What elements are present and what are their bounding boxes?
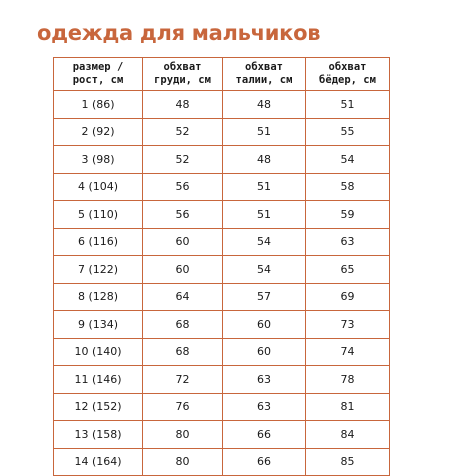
table-row xyxy=(54,256,390,284)
table-row xyxy=(54,311,390,339)
waist-cell: 60 xyxy=(223,311,306,339)
table-row xyxy=(54,448,390,476)
size-cell: 12 (152) xyxy=(54,393,143,421)
table-row xyxy=(54,338,390,366)
chest-cell: 68 xyxy=(143,311,223,339)
table-row xyxy=(54,201,390,229)
size-cell: 2 (92) xyxy=(54,118,143,146)
table-row xyxy=(54,283,390,311)
hips-cell: 65 xyxy=(306,256,390,284)
size-cell: 8 (128) xyxy=(54,283,143,311)
column-header-size-height: размер / рост, см xyxy=(54,58,143,91)
size-cell: 4 (104) xyxy=(54,173,143,201)
table-row xyxy=(54,173,390,201)
hips-cell: 58 xyxy=(306,173,390,201)
size-cell: 9 (134) xyxy=(54,311,143,339)
waist-cell: 54 xyxy=(223,228,306,256)
table-row xyxy=(54,393,390,421)
chest-cell: 60 xyxy=(143,256,223,284)
waist-cell: 60 xyxy=(223,338,306,366)
hips-cell: 74 xyxy=(306,338,390,366)
header-row xyxy=(54,58,390,91)
table-row xyxy=(54,91,390,119)
hips-cell: 69 xyxy=(306,283,390,311)
waist-cell: 63 xyxy=(223,366,306,394)
chest-cell: 60 xyxy=(143,228,223,256)
table-row xyxy=(54,118,390,146)
hips-cell: 78 xyxy=(306,366,390,394)
hips-cell: 81 xyxy=(306,393,390,421)
size-cell: 10 (140) xyxy=(54,338,143,366)
size-cell: 7 (122) xyxy=(54,256,143,284)
waist-cell: 63 xyxy=(223,393,306,421)
table-row xyxy=(54,366,390,394)
chest-cell: 48 xyxy=(143,91,223,119)
size-cell: 6 (116) xyxy=(54,228,143,256)
table-row xyxy=(54,146,390,174)
chest-cell: 76 xyxy=(143,393,223,421)
size-cell: 11 (146) xyxy=(54,366,143,394)
waist-cell: 48 xyxy=(223,146,306,174)
chest-cell: 52 xyxy=(143,118,223,146)
column-header-chest: обхват груди, см xyxy=(143,58,223,91)
size-cell: 13 (158) xyxy=(54,421,143,449)
chest-cell: 80 xyxy=(143,448,223,476)
size-cell: 5 (110) xyxy=(54,201,143,229)
table-row xyxy=(54,421,390,449)
hips-cell: 54 xyxy=(306,146,390,174)
waist-cell: 66 xyxy=(223,421,306,449)
hips-cell: 63 xyxy=(306,228,390,256)
table-row xyxy=(54,228,390,256)
hips-cell: 55 xyxy=(306,118,390,146)
size-cell: 1 (86) xyxy=(54,91,143,119)
chest-cell: 64 xyxy=(143,283,223,311)
waist-cell: 51 xyxy=(223,201,306,229)
size-cell: 14 (164) xyxy=(54,448,143,476)
waist-cell: 66 xyxy=(223,448,306,476)
waist-cell: 57 xyxy=(223,283,306,311)
hips-cell: 85 xyxy=(306,448,390,476)
waist-cell: 51 xyxy=(223,173,306,201)
table-header xyxy=(54,58,390,91)
column-header-hips: обхват бёдер, см xyxy=(306,58,390,91)
hips-cell: 84 xyxy=(306,421,390,449)
table-body xyxy=(54,91,390,476)
hips-cell: 73 xyxy=(306,311,390,339)
waist-cell: 48 xyxy=(223,91,306,119)
size-cell: 3 (98) xyxy=(54,146,143,174)
chest-cell: 56 xyxy=(143,201,223,229)
waist-cell: 51 xyxy=(223,118,306,146)
column-header-waist: обхват талии, см xyxy=(223,58,306,91)
hips-cell: 59 xyxy=(306,201,390,229)
chest-cell: 80 xyxy=(143,421,223,449)
page-title: одежда для мальчиков xyxy=(37,21,321,45)
chest-cell: 52 xyxy=(143,146,223,174)
chest-cell: 56 xyxy=(143,173,223,201)
waist-cell: 54 xyxy=(223,256,306,284)
chest-cell: 68 xyxy=(143,338,223,366)
hips-cell: 51 xyxy=(306,91,390,119)
size-chart-table xyxy=(53,57,390,476)
chest-cell: 72 xyxy=(143,366,223,394)
